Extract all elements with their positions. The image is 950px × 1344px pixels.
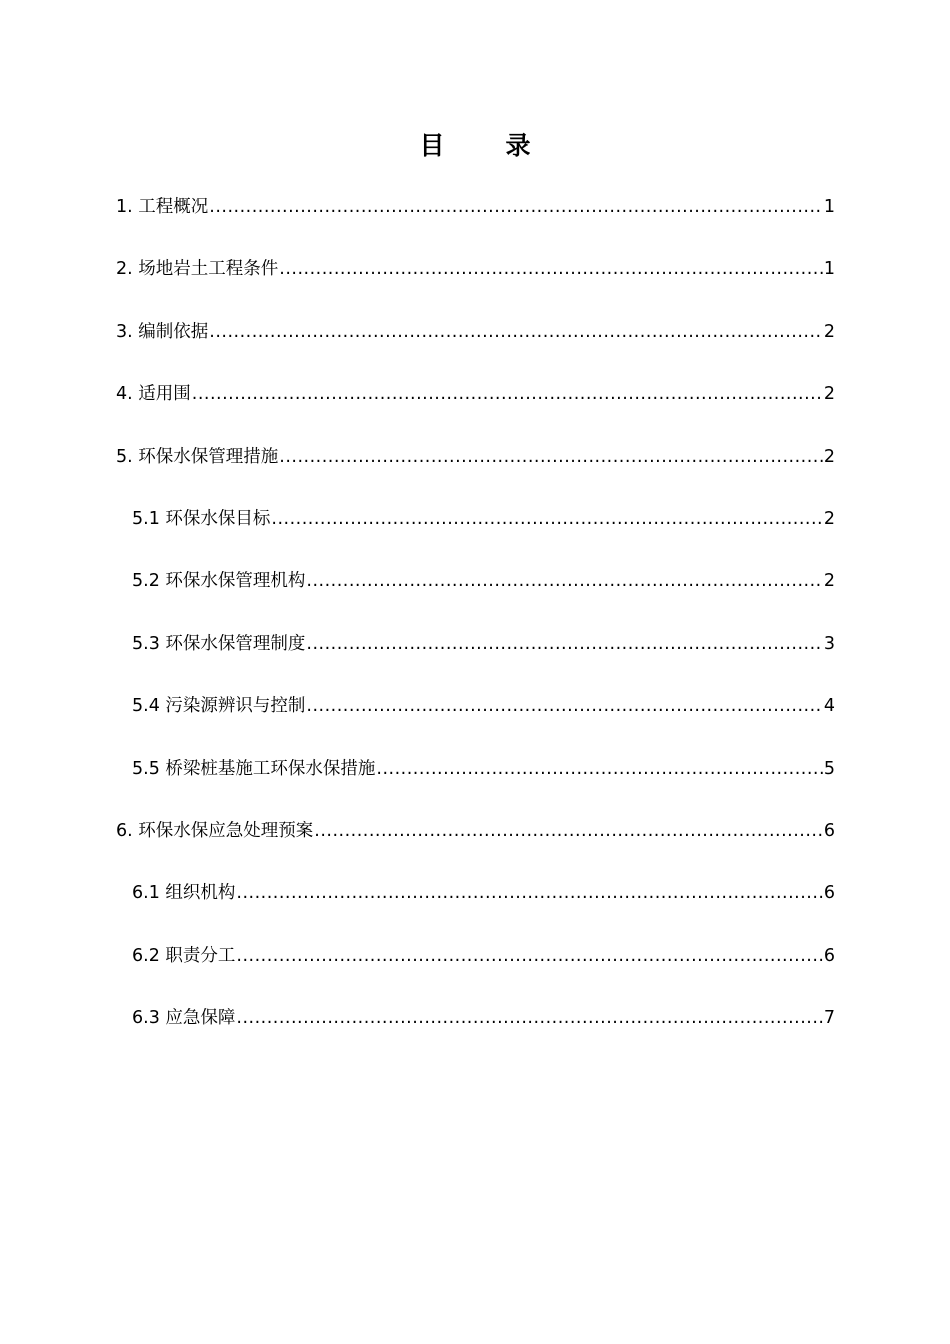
toc-leader-dots	[376, 750, 822, 788]
toc-entry-label: 6.1 组织机构	[132, 883, 236, 904]
toc-entry-label: 5.5 桥梁桩基施工环保水保措施	[132, 758, 376, 779]
toc-list	[116, 188, 835, 1061]
toc-entry-label: 5. 环保水保管理措施	[116, 446, 279, 467]
toc-entry-page: 2	[823, 384, 835, 405]
toc-entry[interactable]	[116, 562, 835, 624]
toc-entry-label: 5.2 环保水保管理机构	[132, 571, 306, 592]
toc-entry-page: 1	[823, 259, 835, 280]
toc-entry-label: 6.3 应急保障	[132, 1008, 236, 1029]
toc-entry[interactable]	[116, 999, 835, 1061]
toc-title: 目 录	[419, 131, 549, 160]
toc-entry[interactable]	[116, 313, 835, 375]
toc-entry-page: 6	[823, 945, 835, 966]
toc-entry[interactable]	[116, 500, 835, 562]
toc-entry-page: 6	[823, 820, 835, 841]
toc-entry-page: 4	[823, 696, 835, 717]
toc-entry-label: 4. 适用围	[116, 384, 191, 405]
toc-entry[interactable]	[116, 438, 835, 500]
toc-leader-dots	[209, 188, 823, 226]
toc-entry[interactable]	[116, 188, 835, 250]
toc-entry-page: 2	[823, 571, 835, 592]
toc-leader-dots	[279, 438, 823, 476]
toc-entry-page: 2	[823, 321, 835, 342]
toc-leader-dots	[271, 500, 822, 538]
toc-entry-page: 5	[823, 758, 835, 779]
toc-leader-dots	[279, 250, 823, 288]
toc-entry-label: 6. 环保水保应急处理预案	[116, 820, 314, 841]
toc-entry[interactable]	[116, 375, 835, 437]
toc-leader-dots	[236, 937, 822, 975]
toc-leader-dots	[236, 874, 822, 912]
toc-entry-page: 6	[823, 883, 835, 904]
toc-leader-dots	[306, 562, 822, 600]
toc-leader-dots	[306, 687, 822, 725]
toc-entry-label: 1. 工程概况	[116, 197, 209, 217]
toc-entry[interactable]	[116, 750, 835, 812]
toc-entry-page: 3	[823, 633, 835, 654]
toc-entry-label: 3. 编制依据	[116, 321, 209, 342]
toc-entry-page: 2	[823, 446, 835, 467]
toc-entry[interactable]	[116, 625, 835, 687]
toc-leader-dots	[209, 313, 823, 351]
toc-leader-dots	[236, 999, 822, 1037]
toc-entry-label: 2. 场地岩土工程条件	[116, 259, 279, 280]
toc-entry[interactable]	[116, 687, 835, 749]
toc-entry[interactable]	[116, 874, 835, 936]
toc-entry[interactable]	[116, 250, 835, 312]
toc-leader-dots	[306, 625, 822, 663]
toc-entry-page: 1	[823, 197, 835, 217]
toc-leader-dots	[314, 812, 823, 850]
toc-entry[interactable]	[116, 812, 835, 874]
toc-entry-label: 5.1 环保水保目标	[132, 508, 271, 529]
toc-entry-label: 6.2 职责分工	[132, 945, 236, 966]
toc-entry[interactable]	[116, 937, 835, 999]
toc-entry-label: 5.4 污染源辨识与控制	[132, 696, 306, 717]
toc-leader-dots	[192, 375, 823, 413]
toc-entry-label: 5.3 环保水保管理制度	[132, 633, 306, 654]
toc-entry-page: 2	[823, 508, 835, 529]
toc-entry-page: 7	[823, 1008, 835, 1029]
